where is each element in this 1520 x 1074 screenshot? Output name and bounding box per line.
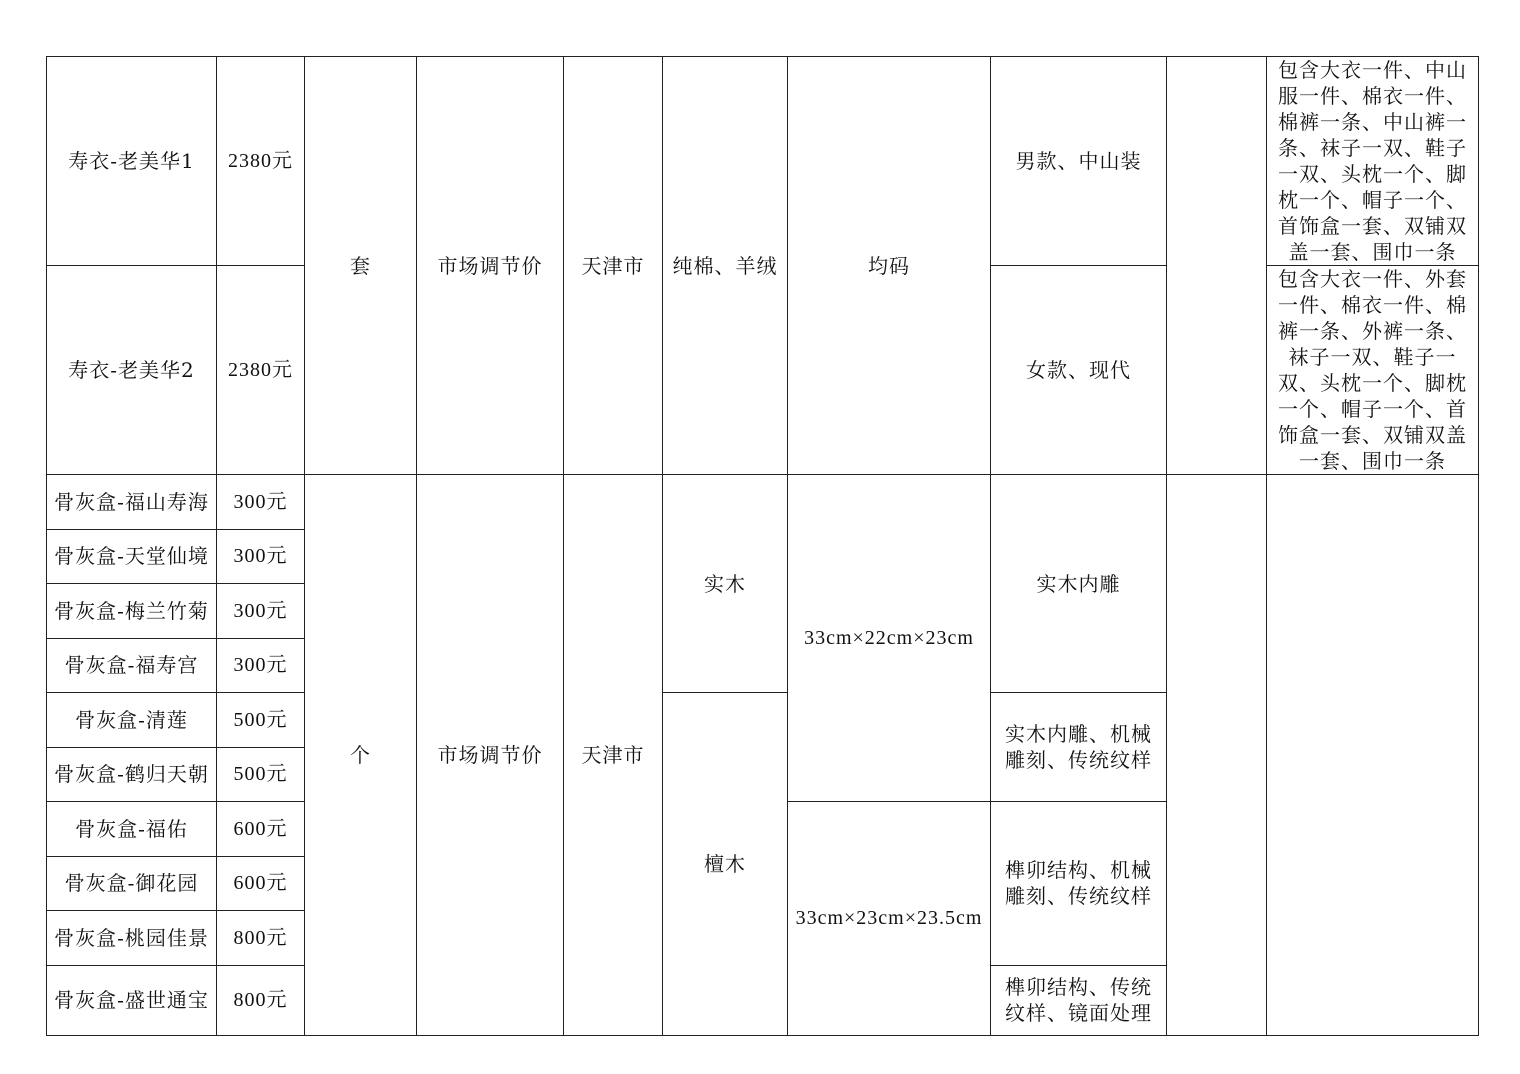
empty-cell — [1167, 475, 1267, 1036]
product-price: 500元 — [217, 747, 305, 802]
product-name: 骨灰盒-福山寿海 — [47, 475, 217, 530]
size-cell: 33cm×22cm×23cm — [788, 475, 991, 802]
price-type-cell: 市场调节价 — [417, 57, 564, 475]
table-row — [47, 57, 1479, 266]
product-price: 2380元 — [217, 266, 305, 475]
material-cell: 纯棉、羊绒 — [663, 57, 788, 475]
note-cell: 包含大衣一件、外套一件、棉衣一件、棉裤一条、外裤一条、袜子一双、鞋子一双、头枕一个、脚枕一个、帽子一个、首饰盒一套、双铺双盖一套、围巾一条 — [1267, 266, 1479, 475]
product-name: 寿衣-老美华2 — [47, 266, 217, 475]
table-row — [47, 475, 1479, 530]
product-price: 800元 — [217, 965, 305, 1035]
material-cell: 实木 — [663, 475, 788, 693]
product-name: 骨灰盒-清莲 — [47, 693, 217, 748]
product-price: 2380元 — [217, 57, 305, 266]
craft-cell: 实木内雕、机械雕刻、传统纹样 — [991, 693, 1167, 802]
product-price: 300元 — [217, 638, 305, 693]
size-cell: 均码 — [788, 57, 991, 475]
style-cell: 男款、中山装 — [991, 57, 1167, 266]
product-price: 300元 — [217, 529, 305, 584]
product-name: 骨灰盒-桃园佳景 — [47, 911, 217, 966]
product-name: 骨灰盒-福寿宫 — [47, 638, 217, 693]
craft-cell: 榫卯结构、机械雕刻、传统纹样 — [991, 802, 1167, 966]
price-table — [46, 56, 1479, 1036]
price-type-cell: 市场调节价 — [417, 475, 564, 1036]
city-cell: 天津市 — [564, 475, 663, 1036]
product-name: 骨灰盒-福佑 — [47, 802, 217, 857]
product-price: 300元 — [217, 475, 305, 530]
empty-cell — [1267, 475, 1479, 1036]
product-price: 300元 — [217, 584, 305, 639]
product-name: 骨灰盒-御花园 — [47, 856, 217, 911]
craft-cell: 榫卯结构、传统纹样、镜面处理 — [991, 965, 1167, 1035]
product-price: 600元 — [217, 856, 305, 911]
unit-cell: 个 — [305, 475, 417, 1036]
unit-cell: 套 — [305, 57, 417, 475]
product-name: 骨灰盒-盛世通宝 — [47, 965, 217, 1035]
product-name: 骨灰盒-梅兰竹菊 — [47, 584, 217, 639]
city-cell: 天津市 — [564, 57, 663, 475]
material-cell: 檀木 — [663, 693, 788, 1036]
empty-cell — [1167, 57, 1267, 475]
product-price: 800元 — [217, 911, 305, 966]
note-cell: 包含大衣一件、中山服一件、棉衣一件、棉裤一条、中山裤一条、袜子一双、鞋子一双、头枕一个、脚枕一个、帽子一个、首饰盒一套、双铺双盖一套、围巾一条 — [1267, 57, 1479, 266]
size-cell: 33cm×23cm×23.5cm — [788, 802, 991, 1036]
product-name: 骨灰盒-鹤归天朝 — [47, 747, 217, 802]
product-name: 寿衣-老美华1 — [47, 57, 217, 266]
craft-cell: 实木内雕 — [991, 475, 1167, 693]
product-price: 600元 — [217, 802, 305, 857]
product-name: 骨灰盒-天堂仙境 — [47, 529, 217, 584]
style-cell: 女款、现代 — [991, 266, 1167, 475]
product-price: 500元 — [217, 693, 305, 748]
